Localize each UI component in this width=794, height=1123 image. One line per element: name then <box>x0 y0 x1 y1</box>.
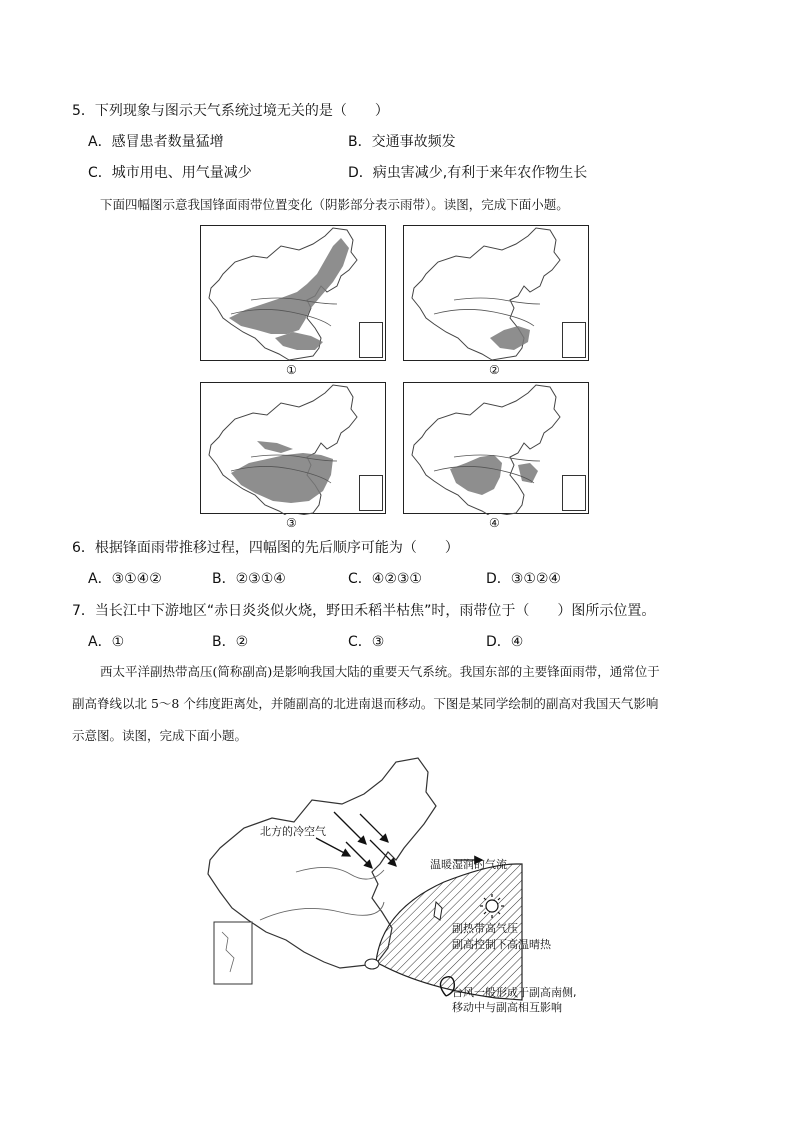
q5-option-a[interactable]: A．感冒患者数量猛增 <box>88 134 224 150</box>
south-china-sea-inset <box>359 322 383 358</box>
map-2 <box>403 225 589 361</box>
label-cold-air: 北方的冷空气 <box>260 825 326 838</box>
q7-stem: 7．当长江中下游地区“赤日炎炎似火烧，野田禾稻半枯焦”时，雨带位于（ ）图所示位置。 <box>72 603 656 619</box>
rain-band <box>257 441 293 453</box>
map-4-caption: ④ <box>489 516 500 530</box>
rain-band <box>518 463 538 483</box>
q5-option-d[interactable]: D．病虫害减少,有利于来年农作物生长 <box>348 165 588 181</box>
label-subtropical-high-2: 副高控制下高温晴热 <box>452 938 551 951</box>
q7-option-b[interactable]: B．② <box>212 634 249 650</box>
rain-band <box>275 332 323 350</box>
label-typhoon-2: 移动中与副高相互影响 <box>452 1001 562 1014</box>
q5-option-c[interactable]: C．城市用电、用气量减少 <box>88 165 252 181</box>
label-typhoon-1: 台风一般形成于副高南侧, <box>452 986 577 999</box>
rain-band <box>490 326 530 350</box>
intro-paragraph-1: 下面四幅图示意我国锋面雨带位置变化（阴影部分表示雨带）。读图，完成下面小题。 <box>100 197 569 212</box>
south-china-sea-inset <box>562 475 586 511</box>
map-3-caption: ③ <box>286 516 297 530</box>
intro-paragraph-2-line-3: 示意图。读图，完成下面小题。 <box>72 728 248 743</box>
intro-paragraph-2-line-1: 西太平洋副热带高压(简称副高)是影响我国大陆的重要天气系统。我国东部的主要锋面雨带，通常位于 <box>100 664 660 679</box>
q5-option-b[interactable]: B．交通事故频发 <box>348 134 456 150</box>
rain-band <box>450 455 502 495</box>
map-1 <box>200 225 386 361</box>
q7-option-c[interactable]: C．③ <box>348 634 385 650</box>
label-warm-flow: 温暖湿润的气流 <box>430 858 507 871</box>
q6-option-a[interactable]: A．③①④② <box>88 571 162 587</box>
south-china-sea-inset <box>359 475 383 511</box>
intro-paragraph-2-line-2: 副高脊线以北 5～8 个纬度距离处，并随副高的北进南退而移动。下图是某同学绘制的副高对我国天气影响 <box>72 696 659 711</box>
south-china-sea-inset <box>214 922 252 984</box>
q6-option-c[interactable]: C．④②③① <box>348 571 422 587</box>
q7-option-d[interactable]: D．④ <box>486 634 524 650</box>
rain-band <box>229 238 349 334</box>
q6-option-d[interactable]: D．③①②④ <box>486 571 561 587</box>
q6-stem: 6．根据锋面雨带推移过程，四幅图的先后顺序可能为（ ） <box>72 540 459 556</box>
map-3 <box>200 382 386 514</box>
label-subtropical-high-1: 副热带高气压 <box>452 922 518 935</box>
south-china-sea-inset <box>562 322 586 358</box>
q7-option-a[interactable]: A．① <box>88 634 125 650</box>
q6-option-b[interactable]: B．②③①④ <box>212 571 286 587</box>
map-1-caption: ① <box>286 363 297 377</box>
map-4 <box>403 382 589 514</box>
q5-stem: 5．下列现象与图示天气系统过境无关的是（ ） <box>72 103 389 119</box>
rain-band <box>231 453 333 503</box>
map-2-caption: ② <box>489 363 500 377</box>
subtropical-high-map <box>200 752 620 1022</box>
